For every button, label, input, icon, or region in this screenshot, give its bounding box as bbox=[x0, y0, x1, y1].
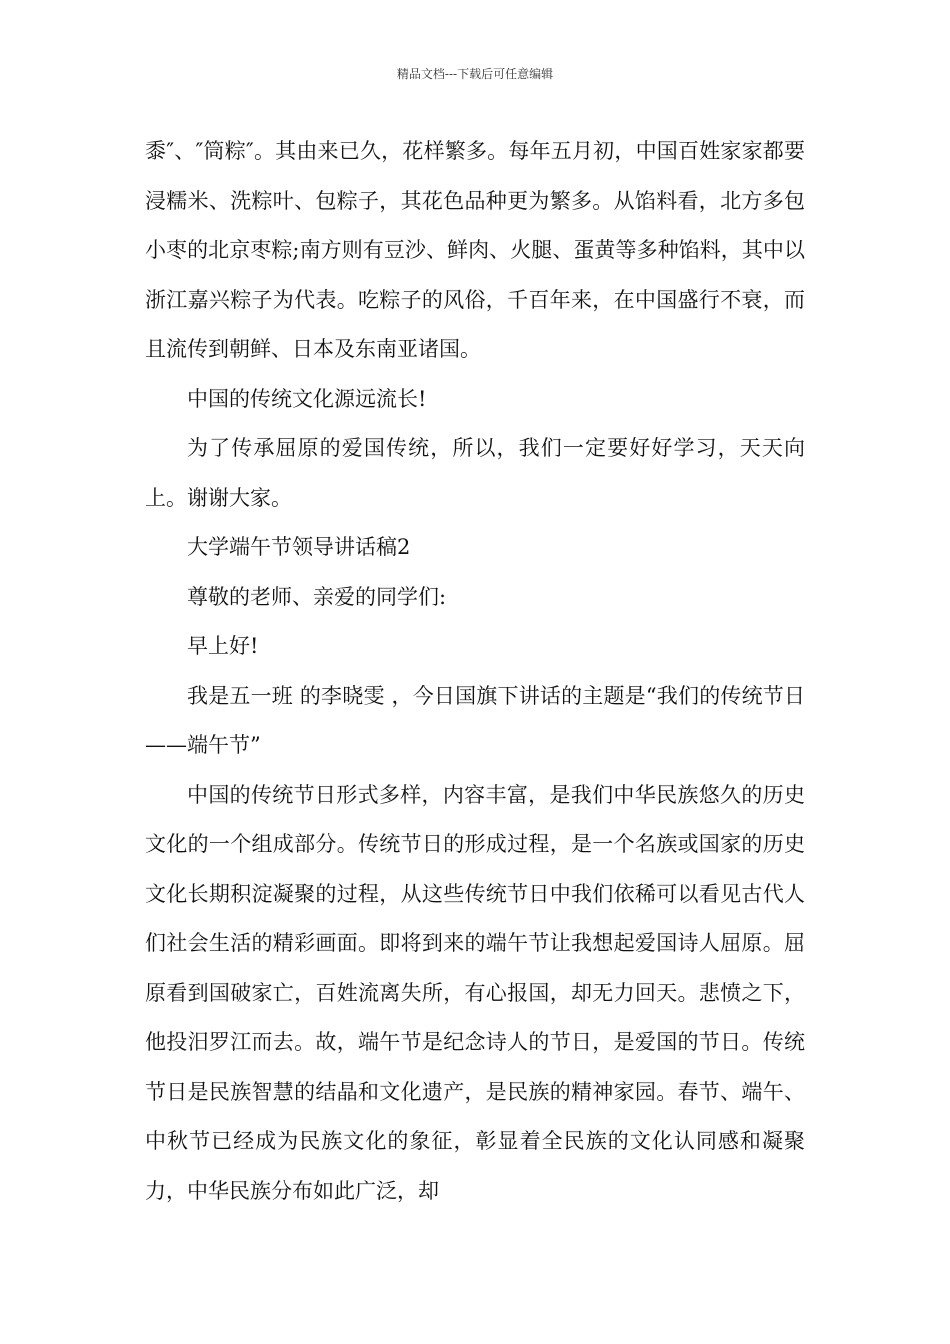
document-body bbox=[145, 127, 805, 1216]
paragraph-closing: 为了传承屈原的爱国传统，所以，我们一定要好好学习，天天向上。谢谢大家。 bbox=[145, 436, 805, 510]
page-header: 精品文档---下载后可任意编辑 bbox=[396, 67, 554, 81]
paragraph-introduction: 我是五一班 的李晓雯 ，今日国旗下讲话的主题是“我们的传统节日——端午节” bbox=[145, 683, 805, 757]
salutation: 尊敬的老师、亲爱的同学们: bbox=[187, 584, 447, 609]
paragraph-tradition: 中国的传统文化源远流长! bbox=[187, 386, 427, 411]
paragraph-festival-history: 中国的传统节日形式多样，内容丰富，是我们中华民族悠久的历史文化的一个组成部分。传统节日的形成过程，是一个名族或国家的历史文化长期积淀凝聚的过程，从这些传统节日中我们依稀可以看见古代人们社会生活的精彩画面。即将到来的端午节让我想起爱国诗人屈原。屈原看到国破家亡，百姓流离失所，有心报国，却无力回天。悲愤之下，他投汨罗江而去。故，端午节是纪念诗人的节日，是爱国的节日。传统节日是民族智慧的结晶和文化遗产，是民族的精神家园。春节、端午、中秋节已经成为民族文化的象征，彰显着全民族的文化认同感和凝聚力，中华民族分布如此广泛，却 bbox=[145, 782, 805, 1203]
greeting: 早上好! bbox=[187, 634, 259, 658]
section-title: 大学端午节领导讲话稿2 bbox=[187, 535, 411, 559]
paragraph-zongzi-customs: 黍″、″筒粽″。其由来已久，花样繁多。每年五月初，中国百姓家家都要浸糯米、洗粽叶、包粽子，其花色品种更为繁多。从馅料看，北方多包小枣的北京枣粽;南方则有豆沙、鲜肉、火腿、蛋黄等多种馅料，其中以浙江嘉兴粽子为代表。吃粽子的风俗，千百年来，在中国盛行不衰，而且流传到朝鲜、日本及东南亚诸国。 bbox=[145, 139, 805, 361]
